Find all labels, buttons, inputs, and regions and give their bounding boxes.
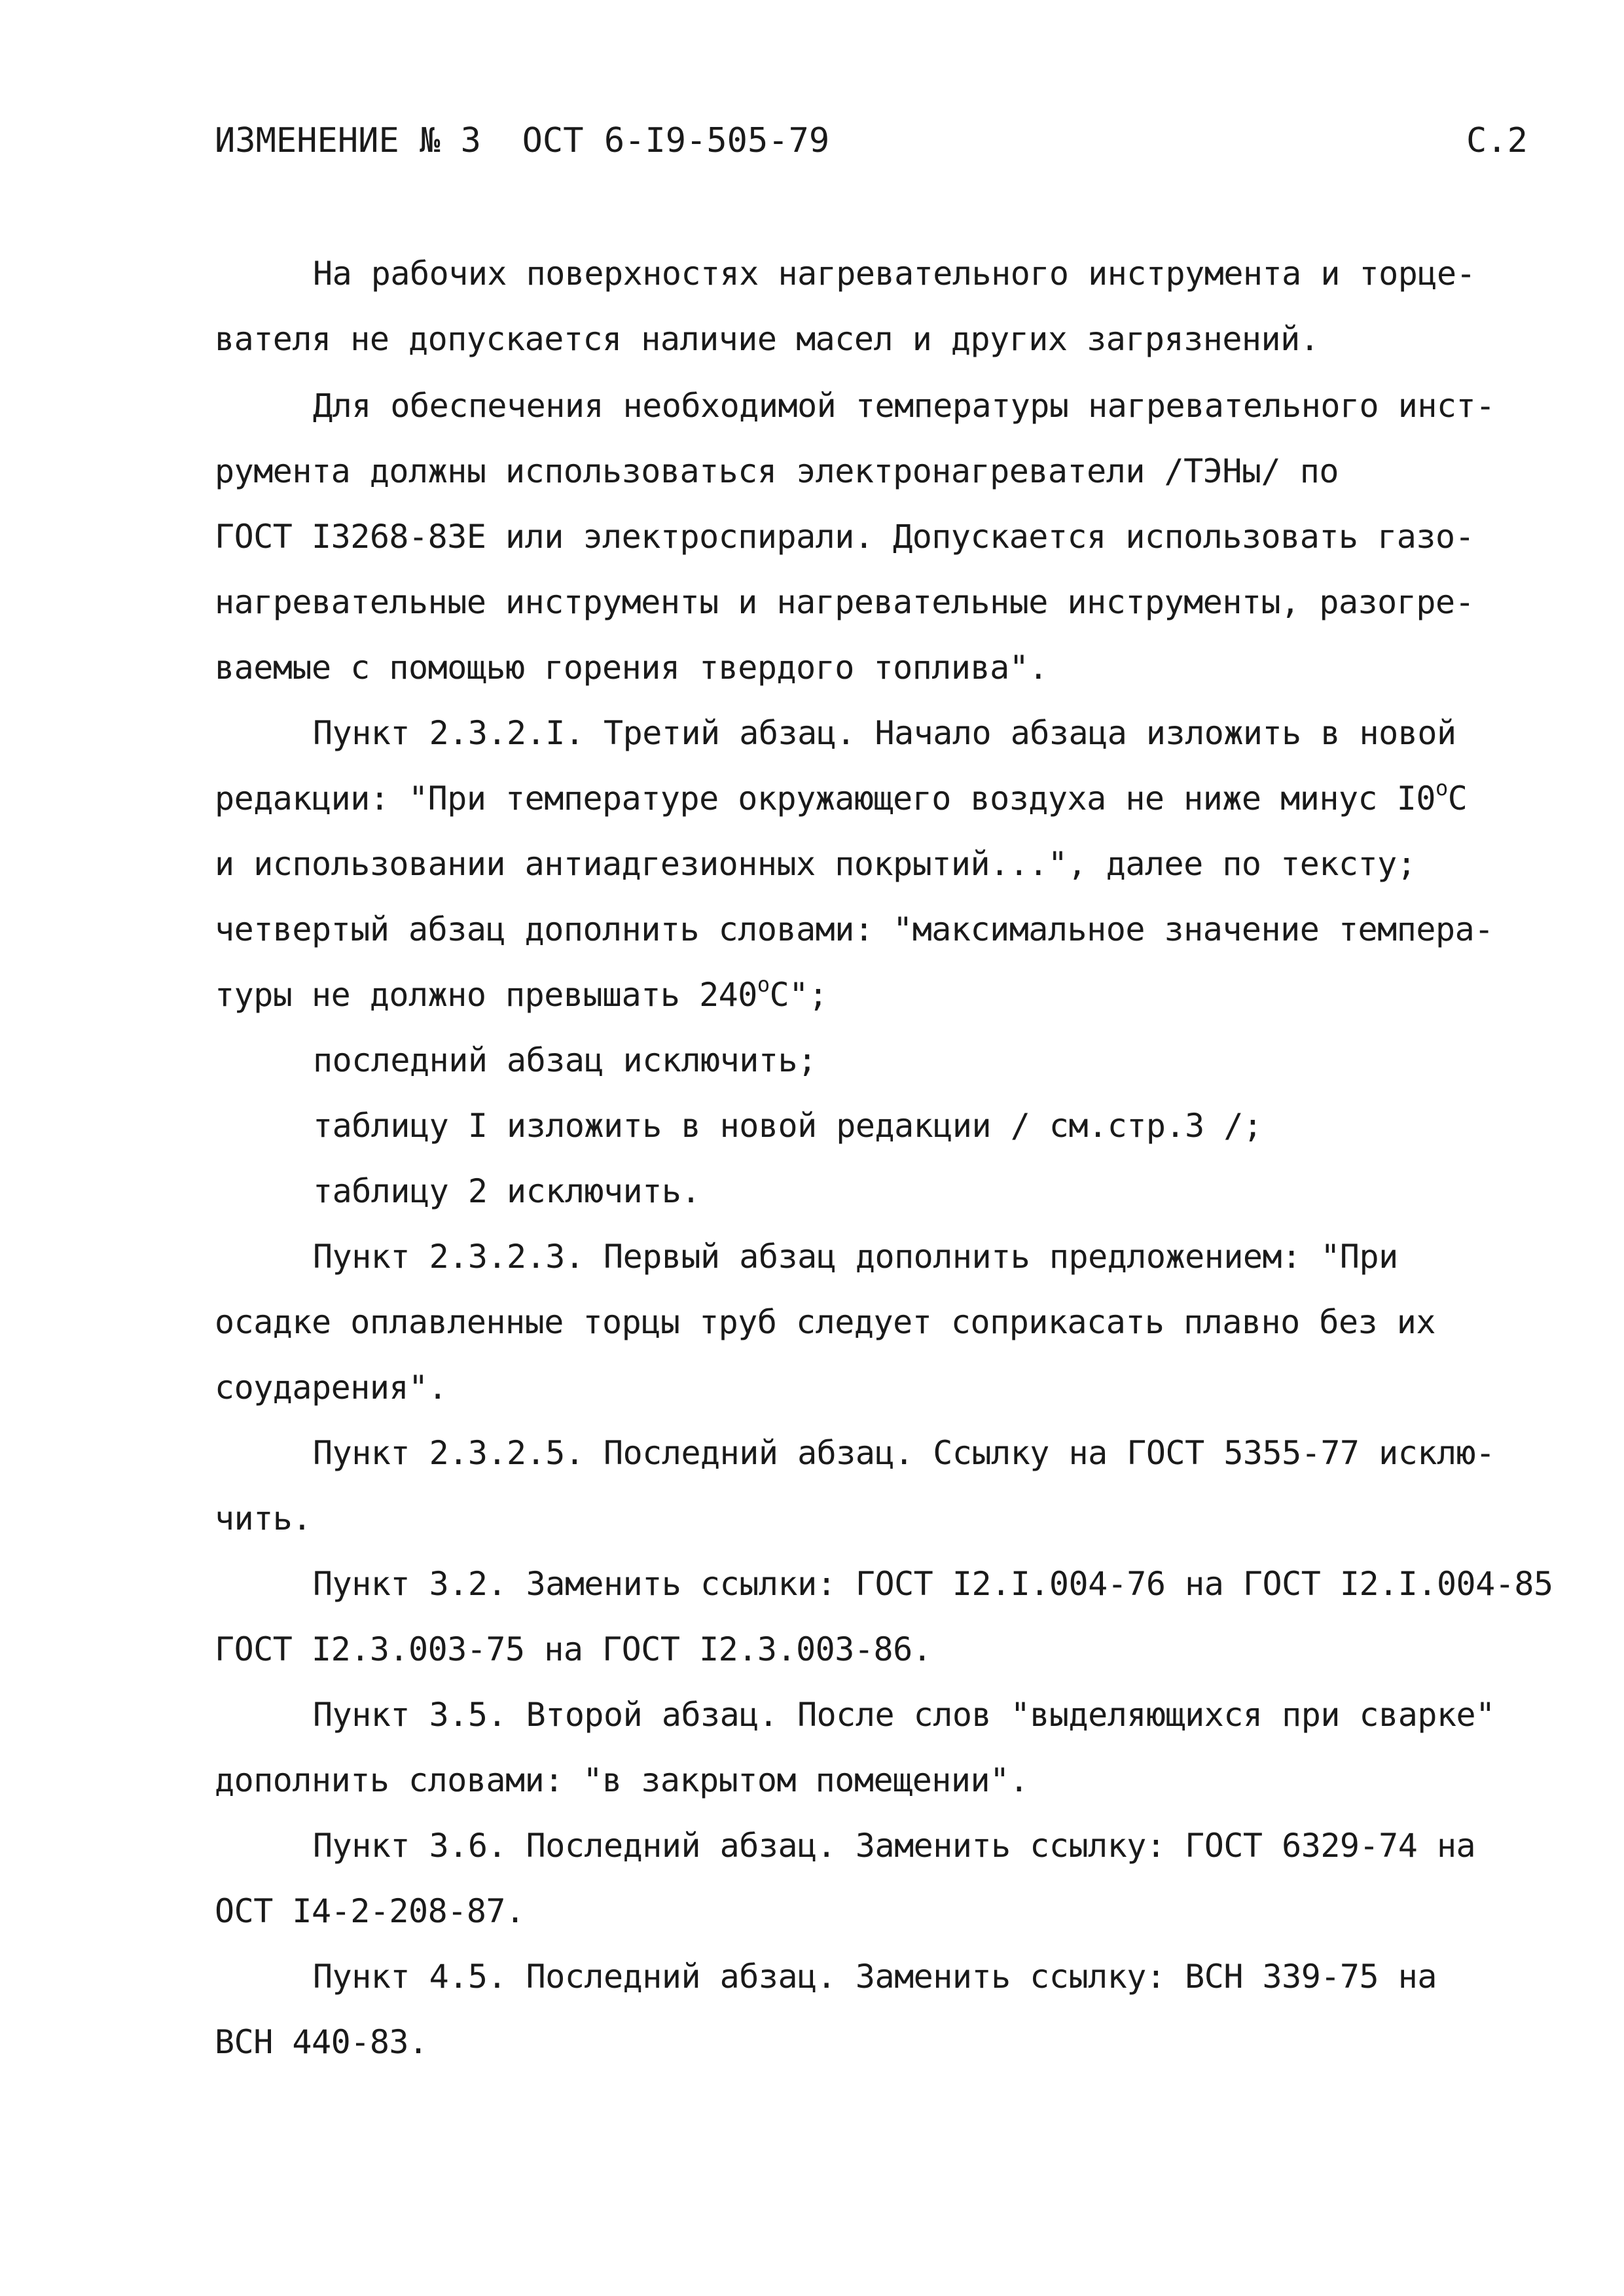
body-line-12 xyxy=(215,972,828,1014)
body-line-6: нагревательные инструменты и нагревательные инструменты, разогре- xyxy=(215,583,1475,621)
body-line-16: Пункт 2.3.2.3. Первый абзац дополнить предложением: "При xyxy=(313,1238,1398,1276)
page-number: С.2 xyxy=(1466,121,1528,160)
body-line-10: и использовании антиадгезионных покрытий...", далее по тексту; xyxy=(215,845,1416,883)
body-line-20: чить. xyxy=(215,1499,312,1537)
degree-mark-2: о xyxy=(757,972,770,997)
body-line-22: ГОСТ I2.3.003-75 на ГОСТ I2.3.003-86. xyxy=(215,1630,932,1668)
body-line-17: осадке оплавленные торцы труб следует соприкасать плавно без их xyxy=(215,1303,1435,1341)
body-line-3: Для обеспечения необходимой температуры нагревательного инст- xyxy=(313,387,1495,425)
body-line-21: Пункт 3.2. Заменить ссылки: ГОСТ I2.I.004-76 на ГОСТ I2.I.004-85 xyxy=(313,1565,1553,1603)
degree-mark-1: о xyxy=(1435,776,1448,801)
body-line-19: Пункт 2.3.2.5. Последний абзац. Ссылку на ГОСТ 5355-77 исклю- xyxy=(313,1434,1495,1472)
body-line-5: ГОСТ I3268-83Е или электроспирали. Допускается использовать газо- xyxy=(215,518,1475,556)
body-line-28: ВСН 440-83. xyxy=(215,2023,428,2061)
body-line-4: румента должны использоваться электронагреватели /ТЭНы/ по xyxy=(215,452,1339,490)
body-line-27: Пункт 4.5. Последний абзац. Заменить ссылку: ВСН 339-75 на xyxy=(313,1958,1437,1996)
body-line-24: дополнить словами: "в закрытом помещении". xyxy=(215,1761,1029,1799)
body-line-18: соударения". xyxy=(215,1369,448,1407)
temp-unit-2: С"; xyxy=(769,976,828,1014)
body-line-9-text: редакции: "При температуре окружающего воздуха не ниже минус I0 xyxy=(215,780,1435,817)
body-line-11: четвертый абзац дополнить словами: "максимальное значение темпера- xyxy=(215,910,1494,948)
body-line-1: На рабочих поверхностях нагревательного инструмента и торце- xyxy=(313,255,1476,293)
body-line-9 xyxy=(215,776,1468,818)
body-line-14: таблицу I изложить в новой редакции / см.стр.3 /; xyxy=(313,1107,1263,1145)
body-line-13: последний абзац исключить; xyxy=(313,1041,817,1079)
body-line-25: Пункт 3.6. Последний абзац. Заменить ссылку: ГОСТ 6329-74 на xyxy=(313,1827,1476,1865)
body-line-15: таблицу 2 исключить. xyxy=(313,1172,701,1210)
temp-unit-1: С xyxy=(1447,780,1468,817)
body-line-23: Пункт 3.5. Второй абзац. После слов "выделяющихся при сварке" xyxy=(313,1696,1495,1734)
body-line-8: Пункт 2.3.2.I. Третий абзац. Начало абзаца изложить в новой xyxy=(313,714,1456,752)
body-line-26: ОСТ I4-2-208-87. xyxy=(215,1892,525,1930)
body-line-7: ваемые с помощью горения твердого топлива". xyxy=(215,649,1048,687)
body-line-2: вателя не допускается наличие масел и других загрязнений. xyxy=(215,320,1320,358)
document-header-title: ИЗМЕНЕНИЕ № 3 ОСТ 6-I9-505-79 xyxy=(215,121,830,160)
body-line-12-text: туры не должно превышать 240 xyxy=(215,976,757,1014)
